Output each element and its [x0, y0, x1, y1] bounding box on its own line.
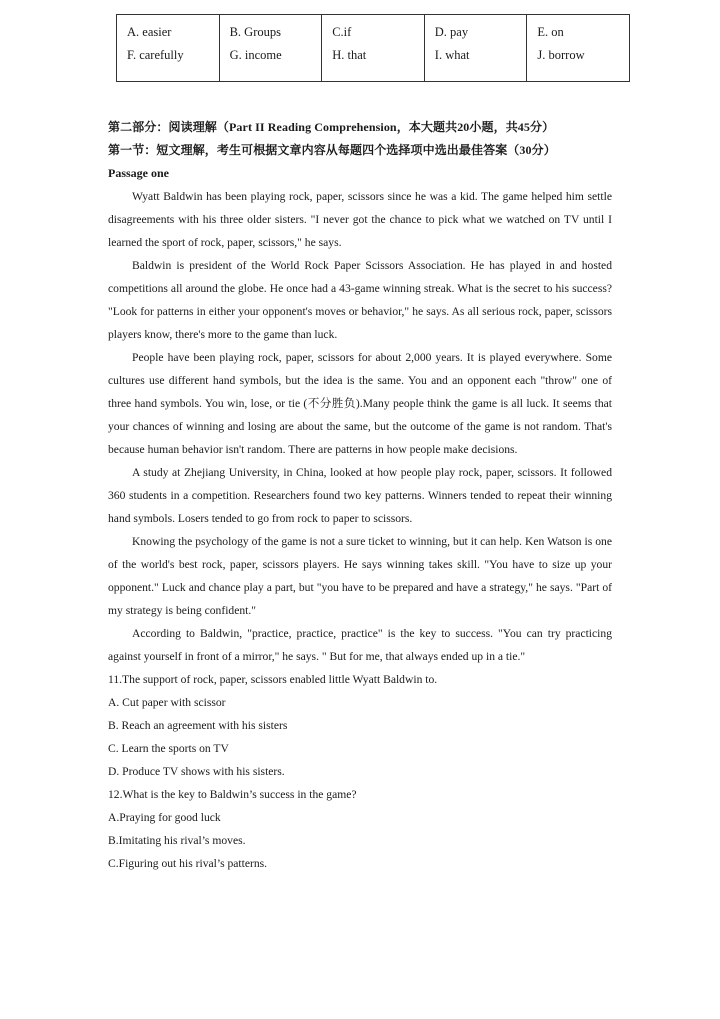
passage-paragraph: According to Baldwin, "practice, practice, practice" is the key to success. "You can try practicing against yourself in front of a mirror," he says. " But for me, that always ended up in a tie." [108, 627, 612, 663]
word-option: B. Groups [229, 25, 281, 39]
passage-paragraph: Baldwin is president of the World Rock Paper Scissors Association. He has played in and hosted competitions all around the globe. He once had a 43-game winning streak. What is the secret to his success? "Look for patterns in either your opponent's moves or behavior," he says. As all serious rock, paper, scissors players know, there's more to the game than luck. [108, 259, 612, 341]
word-bank-cell [322, 15, 425, 82]
word-bank-cell [117, 15, 220, 82]
section-heading: 第一节：短文理解，考生可根据文章内容从每题四个选择项中选出最佳答案（30分） [108, 143, 556, 157]
passage-paragraph: People have been playing rock, paper, scissors for about 2,000 years. It is played everywhere. Some cultures use different hand symbols, but the idea is the same. You and an opponent each "throw" one of three hand symbols. You win, lose, or tie (不分胜负).Many people think the game is all luck. It seems that your chances of winning and losing are about the same, but the outcome of the game is not random. That's because human behavior isn't random. There are patterns in how people make decisions. [108, 351, 612, 456]
answer-option: C.Figuring out his rival’s patterns. [108, 857, 268, 870]
answer-option: A. Cut paper with scissor [108, 696, 226, 709]
question-stem: 12.What is the key to Baldwin’s success in the game? [108, 788, 357, 801]
word-option: H. that [332, 48, 367, 62]
word-option: C.if [332, 25, 352, 39]
answer-option: D. Produce TV shows with his sisters. [108, 765, 285, 778]
passage-title: Passage one [108, 166, 169, 180]
word-option: G. income [229, 48, 282, 62]
word-option: I. what [434, 48, 470, 62]
word-bank-cell [527, 15, 630, 82]
word-bank-cell [424, 15, 527, 82]
word-option: E. on [537, 25, 564, 39]
document-body [108, 116, 612, 875]
answer-option: C. Learn the sports on TV [108, 742, 229, 755]
question-stem: 11.The support of rock, paper, scissors enabled little Wyatt Baldwin to. [108, 673, 438, 686]
passage-paragraph: A study at Zhejiang University, in China, looked at how people play rock, paper, scissors. It followed 360 students in a competition. Researchers found two key patterns. Winners tended to repeat their winning hand symbols. Losers tended to go from rock to paper to scissors. [108, 466, 612, 525]
answer-option: A.Praying for good luck [108, 811, 221, 824]
word-bank-table [116, 14, 630, 82]
answer-option: B.Imitating his rival’s moves. [108, 834, 246, 847]
part-heading: 第二部分：阅读理解（Part II Reading Comprehension，本大题共20小题，共45分） [108, 120, 555, 134]
word-option: J. borrow [537, 48, 585, 62]
word-bank-cell [219, 15, 322, 82]
answer-option: B. Reach an agreement with his sisters [108, 719, 288, 732]
passage-paragraph: Knowing the psychology of the game is not a sure ticket to winning, but it can help. Ken Watson is one of the world's best rock, paper, scissors players. He says winning takes skill. "You have to size up your opponent." Luck and chance play a part, but "you have to be prepared and have a strategy," he says. "Part of my strategy is being confident." [108, 535, 612, 617]
word-option: F. carefully [127, 48, 184, 62]
word-option: A. easier [127, 25, 172, 39]
word-option: D. pay [434, 25, 469, 39]
passage-paragraph: Wyatt Baldwin has been playing rock, paper, scissors since he was a kid. The game helped him settle disagreements with his three older sisters. "I never got the chance to pick what we watched on TV until I learned the sport of rock, paper, scissors," he says. [108, 190, 612, 249]
